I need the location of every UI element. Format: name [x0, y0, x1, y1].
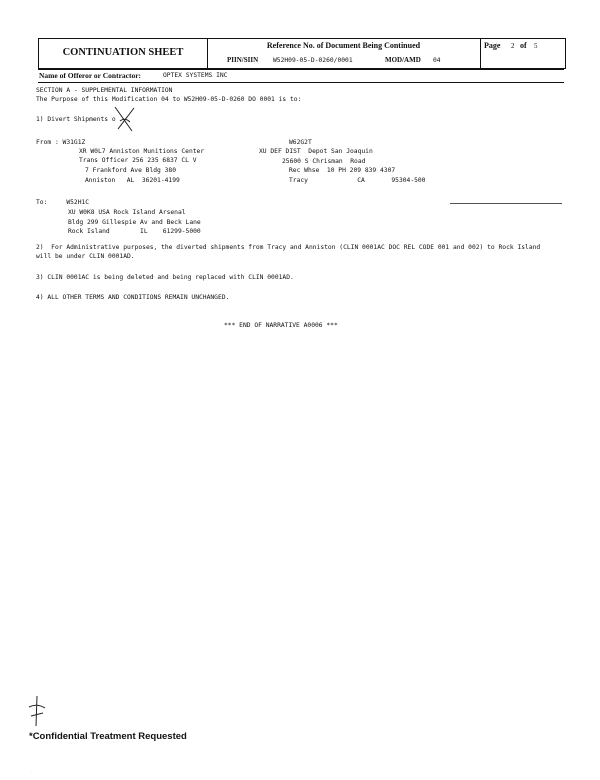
from2-line: 25600 S Chrisman Road: [282, 158, 366, 165]
item-1: 1) Divert Shipments o: [36, 116, 116, 123]
page-of: of: [520, 41, 527, 50]
from-line: XR W0L7 Anniston Munitions Center: [79, 148, 205, 155]
mod-value: 04: [433, 57, 441, 64]
page-number: 2: [511, 42, 515, 50]
sheet-title-cell: [39, 39, 208, 68]
page-cell: [480, 39, 565, 68]
reference-cell: [207, 39, 481, 68]
to-line: XU W0K8 USA Rock Island Arsenal: [68, 209, 186, 216]
confidential-notice: *Confidential Treatment Requested: [29, 731, 187, 742]
end-of-narrative: *** END OF NARRATIVE A0006 ***: [224, 322, 338, 329]
item-4: 4) ALL OTHER TERMS AND CONDITIONS REMAIN UNCHANGED.: [36, 294, 230, 301]
page-label: Page: [484, 41, 501, 50]
item-2-line-1: 2) For Administrative purposes, the diverted shipments from Tracy and Anniston (CLIN 0001AC DOC REL CODE 001 and 002) to Rock Island: [36, 244, 541, 251]
handwritten-signature-icon: [26, 694, 48, 728]
item-3: 3) CLIN 0001AC is being deleted and being replaced with CLIN 0001AD.: [36, 274, 294, 281]
from2-code: W62G2T: [289, 139, 312, 146]
scan-speck: ·: [31, 770, 33, 775]
reference-title: Reference No. of Document Being Continued: [266, 41, 421, 50]
from2-line: Rec Whse 10 PH 209 839 4307: [289, 167, 396, 174]
page-total: 5: [534, 42, 538, 50]
to-label: To: W52H1C: [36, 199, 90, 206]
from-line: Trans Officer 256 235 6837 CL V: [79, 157, 197, 164]
item-2-line-2: will be under CLIN 0001AD.: [36, 253, 135, 260]
handwritten-mark-icon: [112, 104, 138, 134]
sheet-title: CONTINUATION SHEET: [62, 47, 184, 58]
horizontal-rule: [450, 203, 562, 204]
from-line: Anniston AL 36201-4199: [85, 177, 180, 184]
piin-label: PIIN/SIIN: [227, 56, 259, 64]
to-line: Bldg 299 Gillespie Av and Beck Lane: [68, 219, 201, 226]
header-box: [38, 38, 566, 69]
to-line: Rock Island IL 61299-5000: [68, 228, 201, 235]
offeror-label: Name of Offeror or Contractor:: [39, 71, 142, 80]
from-line: 7 Frankford Ave Bldg 380: [85, 167, 176, 174]
mod-label: MOD/AMD: [385, 56, 421, 64]
offeror-value: OPTEX SYSTEMS INC: [163, 72, 228, 79]
offeror-bar: [38, 69, 564, 83]
from2-line: Tracy CA 95304-500: [289, 177, 426, 184]
from-label: From : W31G1Z: [36, 139, 86, 146]
purpose-text: The Purpose of this Modification 04 to W52H09-05-D-0260 DO 0001 is to:: [36, 96, 302, 103]
piin-value: W52H09-05-D-0260/0001: [273, 57, 353, 64]
from2-line: XU DEF DIST Depot San Joaquin: [259, 148, 373, 155]
section-heading: SECTION A - SUPPLEMENTAL INFORMATION: [36, 87, 173, 94]
